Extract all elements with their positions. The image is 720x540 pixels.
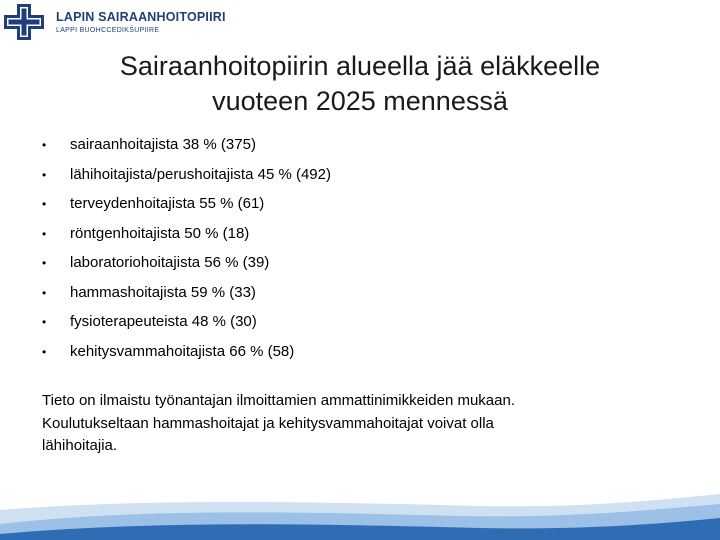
list-item [42,337,331,367]
bullet-icon: • [42,315,47,329]
list-item-text: sairaanhoitajista 38 % (375) [70,136,256,153]
list-item [42,130,331,160]
slide-title-line-2: vuoteen 2025 mennessä [212,86,508,116]
list-item [42,307,331,337]
list-item-text: röntgenhoitajista 50 % (18) [70,224,250,242]
footnote-line-2: Koulutukseltaan hammashoitajat ja kehitysvammahoitajat voivat olla [42,414,494,432]
slide-title [0,49,720,119]
list-item [42,248,331,278]
bullet-icon: • [42,138,47,152]
cross-logo-icon [2,2,46,42]
list-item [42,278,331,308]
list-item-text: kehitysvammahoitajista 66 % (58) [70,342,295,360]
bullet-icon: • [42,285,47,300]
list-item [42,219,331,249]
footer-wave-decoration [0,480,720,540]
list-item [42,189,331,219]
organization-logo [0,0,230,44]
list-item-text: terveydenhoitajista 55 % (61) [70,195,265,212]
list-item-text: lähihoitajista/perushoitajista 45 % (492) [70,165,331,183]
footnote-line-1: Tieto on ilmaistu työnantajan ilmoittamien ammattinimikkeiden mukaan. [42,392,515,409]
footnote-text [42,390,682,458]
bullet-icon: • [42,344,47,359]
list-item-text: hammashoitajista 59 % (33) [70,283,256,301]
bullet-icon: • [42,256,47,270]
bullet-icon: • [42,167,47,182]
slide-title-line-1: Sairaanhoitopiirin alueella jää eläkkeelle [119,51,601,81]
list-item-text: fysioterapeuteista 48 % (30) [70,313,257,330]
bullet-icon: • [42,226,47,241]
list-item-text: laboratoriohoitajista 56 % (39) [70,254,270,271]
bullet-icon: • [42,197,47,211]
list-item [42,160,331,190]
retirement-bullet-list [42,130,331,366]
footnote-line-3: lähihoitajia. [42,437,118,454]
organization-name: LAPIN SAIRAANHOITOPIIRI [56,10,226,24]
organization-subtitle: LAPPI BUOHCCEDIKŠUPIIRE [56,27,160,34]
